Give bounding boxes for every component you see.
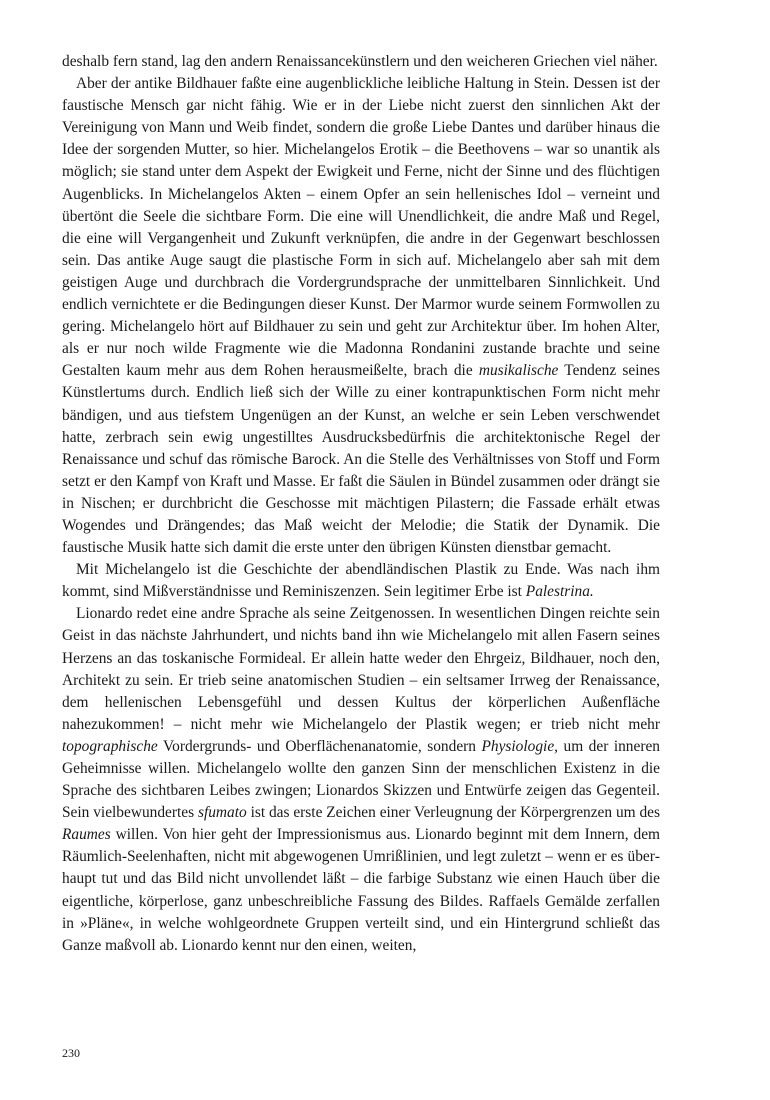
italic-text: musikalische (478, 362, 559, 380)
text-run: deshalb fern stand, lag den andern Renaissancekünstlern und den weicheren Griechen viel näher. (62, 53, 658, 70)
italic-text: Physiologie, (481, 737, 558, 755)
paragraph (62, 603, 660, 957)
italic-text: Raumes (62, 826, 111, 844)
paragraph (62, 559, 660, 603)
italic-text: Palestrina. (525, 583, 594, 601)
italic-text: topographische (62, 737, 158, 755)
text-run: Mit Michelangelo ist die Geschichte der abendländischen Plastik zu Ende. Was nach ihm kommt, sind Mißverständnisse und Reminiszenzen. Sein legitimer Erbe ist (62, 561, 660, 601)
page-number: 230 (62, 1046, 80, 1060)
text-run: willen. Von hier geht der Impressionismus aus. Lionardo beginnt mit dem Innern, dem Räumlich-Seelenhaften, nicht mit abgewogenen Umrißlinien, und legt zuletzt – wenn er es überhaupt tut und das Bild nicht unvollendet läßt – die farbige Substanz wie einen Hauch über die eigentliche, körperlose, ganz unbeschreibliche Fassung des Bildes. Raffaels Gemälde zerfallen in »Pläne«, in welche wohlgeordnete Gruppen verteilt sind, und ein Hintergrund schließt das Ganze maßvoll ab. Lionardo kennt nur den einen, weiten, (62, 826, 660, 954)
text-run: Aber der antike Bildhauer faßte eine augenblickliche leibliche Haltung in Stein. Dessen ist der faustische Mensch gar nicht fähig. Wie er in der Liebe nicht zuerst den sinnlichen Akt der Vereinigung von Mann und Weib findet, sondern die große Liebe Dantes und darüber hinaus die Idee der sorgenden Mutter, so hier. Michelangelos Erotik – die Beethovens – war so unantik als möglich; sie stand unter dem Aspekt der Ewigkeit und Ferne, nicht der Sinne und des flüchtigen Augenblicks. In Michelangelos Akten – einem Opfer an sein hellenisches Idol – verneint und übertönt die Seele die sichtbare Form. Die eine will Unendlichkeit, die andre Maß und Regel, die eine will Vergangenheit und Zukunft verknüpfen, die andre in der Gegenwart beschlossen sein. Das antike Auge saugt die plastische Form in sich auf. Michelangelo aber sah mit dem geistigen Auge und durchbrach die Vordergrundsprache der unmittelbaren Sinnlichkeit. Und endlich vernichtete er die Bedingungen dieser Kunst. Der Marmor wurde seinem Formwollen zu gering. Michelangelo hört auf Bildhauer zu sein und geht zur Architektur über. Im hohen Alter, als er nur noch wilde Fragmente wie die Madonna Rondanini zustande brachte und seine Gestalten kaum mehr aus dem Rohen herausmeißelte, brach die (62, 75, 660, 380)
text-run: Lionardo redet eine andre Sprache als seine Zeitgenossen. In wesentlichen Dingen reichte sein Geist in das nächste Jahrhundert, und nichts band ihn wie Michelangelo mit allen Fasern seines Herzens an das toskanische Formideal. Er allein hatte weder den Ehrgeiz, Bildhauer, noch den, Architekt zu sein. Er trieb seine anatomischen Studien – ein seltsamer Irrweg der Renaissance, dem hellenischen Lebensgefühl und dessen Kultus der körperlichen Außenfläche nahezukommen! – nicht mehr wie Michelangelo der Plastik wegen; er trieb nicht mehr (62, 605, 660, 733)
paragraph (62, 51, 660, 73)
paragraph (62, 73, 660, 559)
book-page-body (62, 51, 660, 957)
text-run: um der inneren Geheimnisse willen. Michelangelo wollte den ganzen Sinn der menschlichen Existenz in die Sprache des sichtbaren Leibes zwingen; Lionardos Skizzen und Entwürfe zeigen das Gegenteil. Sein vielbewundertes (62, 737, 660, 822)
text-run: ist das erste Zeichen einer Verleugnung der Körpergrenzen um des (246, 804, 660, 822)
italic-text: sfumato (197, 804, 247, 822)
text-run: Vordergrunds- und Oberflächenanatomie, sondern (157, 737, 482, 755)
text-run: Tendenz seines Künstlertums durch. Endlich ließ sich der Wille zu einer kontrapunktischen Form nicht mehr bändigen, und aus tiefstem Ungenügen an der Kunst, an welche er sein Leben verschwendet hatte, zerbrach sein ewig ungestilltes Ausdrucksbedürfnis die architektonische Regel der Renaissance und schuf das römische Barock. An die Stelle des Verhältnisses von Stoff und Form setzt er den Kampf von Kraft und Masse. Er faßt die Säulen in Bündel zusammen oder drängt sie in Nischen; er durchbricht die Geschosse mit mächtigen Pilastern; die Fassade erhält etwas Wogendes und Drängendes; das Maß weicht der Melodie; die Statik der Dynamik. Die faustische Musik hatte sich damit die erste unter den übrigen Künsten dienstbar gemacht. (62, 362, 660, 557)
